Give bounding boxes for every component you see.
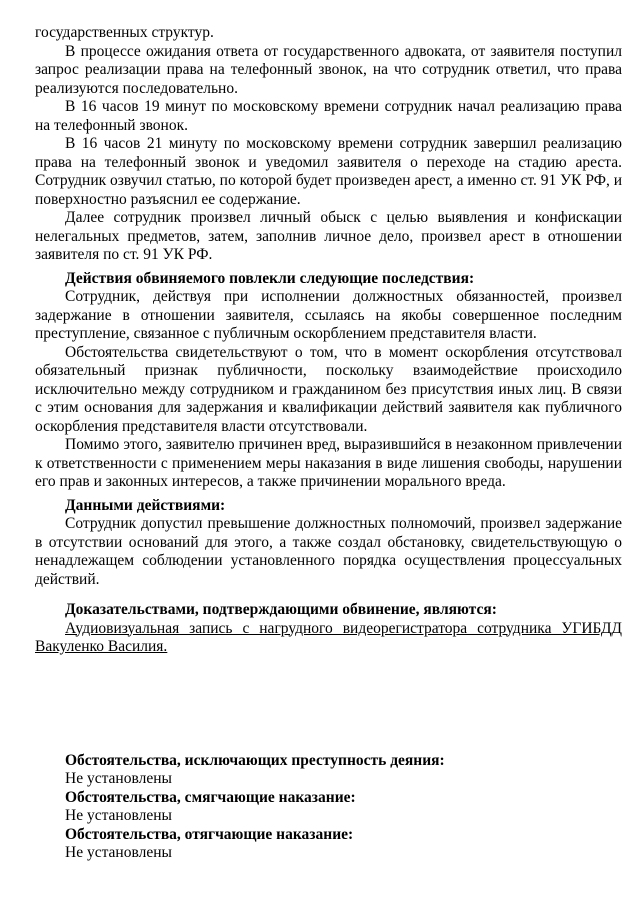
paragraph-phone-call-request: В процессе ожидания ответа от государственного адвоката, от заявителя поступил запрос реализации права на телефонный звонок, на что сотрудник ответил, что права реализуются последовательно. [35,42,622,97]
value-mitigating-circumstances: Не установлены [65,807,172,824]
heading-by-these-actions: Данными действиями: [65,496,226,514]
paragraph-harm-caused: Помимо этого, заявителю причинен вред, выразившийся в незаконном привлечении к ответственности с применением меры наказания в виде лишения свободы, нарушении его прав и законных интересов, а также причинении морального вреда. [35,436,622,490]
paragraph-search-and-arrest: Далее сотрудник произвел личный обыск с целью выявления и конфискации нелегальных предметов, затем, заполнив личное дело, произвел арест в отношении заявителя по ст. 91 УК РФ. [35,209,622,263]
heading-consequences: Действия обвиняемого повлекли следующие последствия: [65,269,475,287]
heading-evidence: Доказательствами, подтверждающими обвинение, являются: [65,601,497,618]
value-excluding-circumstances: Не установлены [65,770,172,787]
heading-mitigating-circumstances: Обстоятельства, смягчающие наказание: [65,788,356,806]
heading-excluding-circumstances: Обстоятельства, исключающих преступность деяния: [65,751,445,769]
heading-aggravating-circumstances: Обстоятельства, отягчающие наказание: [65,825,354,843]
paragraph-call-end: В 16 часов 21 минуту по московскому времени сотрудник завершил реализацию права на телефонный звонок и уведомил заявителя о переходе на стадию ареста. Сотрудник озвучил статью, по которой будет произведен арест, а именно ст. 91 УК РФ, и поверхностно разъяснил ее содержание. [35,135,622,208]
paragraph-continuation: государственных структур. [35,24,214,41]
paragraph-detention-claim: Сотрудник, действуя при исполнении должностных обязанностей, произвел задержание в отношении заявителя, ссылаясь на якобы совершенное последним преступление, связанное с публичным оскорблением представителя власти. [35,288,622,342]
value-aggravating-circumstances: Не установлены [65,844,172,861]
paragraph-no-publicity: Обстоятельства свидетельствуют о том, что в момент оскорбления отсутствовал обязательный признак публичности, поскольку взаимодействие происходило исключительно между сотрудником и гражданином без присутствия иных лиц. В связи с этим основания для задержания и квалификации действий заявителя как публичного оскорбления представителя власти отсутствовали. [35,343,622,435]
paragraph-abuse-of-power: Сотрудник допустил превышение должностных полномочий, произвел задержание в отсутствии оснований для этого, а также создал обстановку, свидетельствующую о ненадлежащем соблюдении установленного порядка осуществления процессуальных действий. [35,515,622,588]
paragraph-call-start: В 16 часов 19 минут по московскому времени сотрудник начал реализацию права на телефонный звонок. [35,98,622,134]
paragraph-evidence-recording: Аудиовизуальная запись с нагрудного видеорегистратора сотрудника УГИБДД Вакуленко Василия. [35,619,622,655]
